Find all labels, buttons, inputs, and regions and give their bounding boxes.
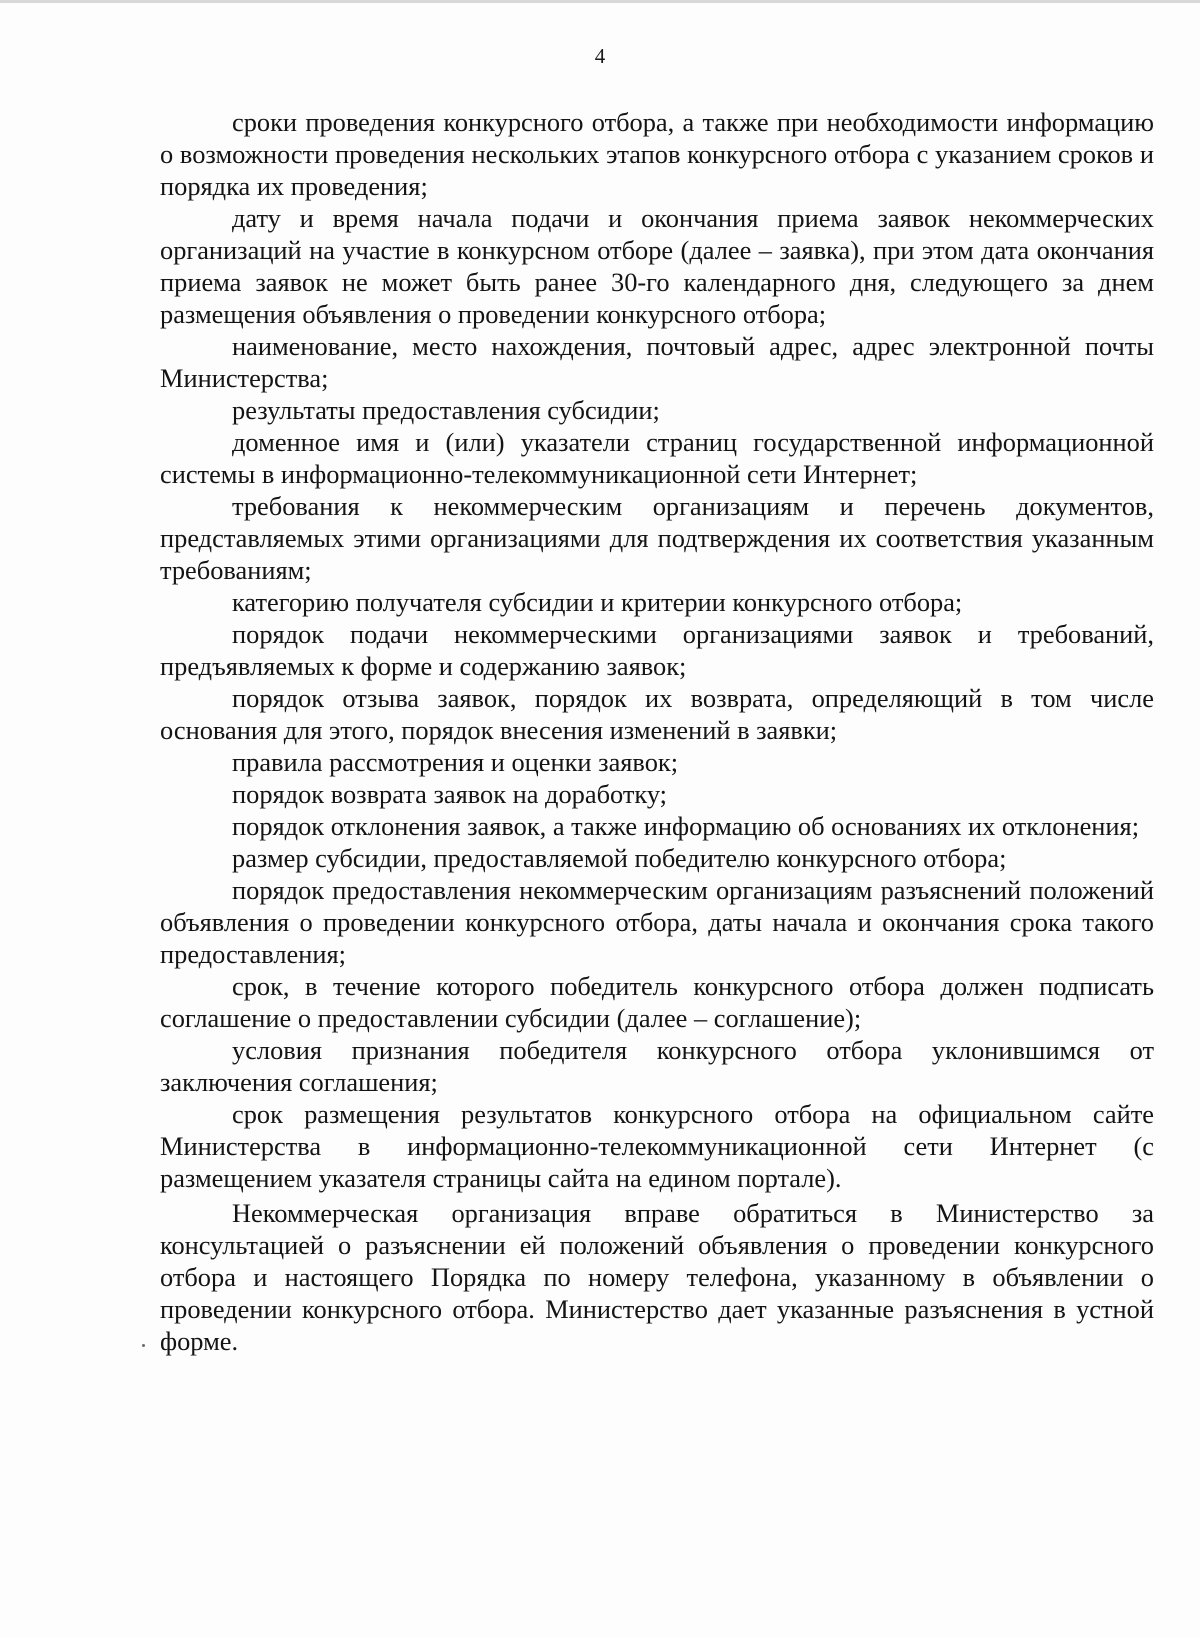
paragraph-results-publication: срок размещения результатов конкурсного отбора на официальном сайте Министерства в информационно-телекоммуникационной сети Интернет (с размещением указателя страницы сайта на едином портале).	[160, 1099, 1154, 1193]
paragraph-subsidy-results: результаты предоставления субсидии;	[232, 395, 660, 425]
paragraph-evasion-conditions: условия признания победителя конкурсного отбора уклонившимся от заключения соглашения;	[160, 1035, 1154, 1097]
paragraph-clarification-procedure: порядок предоставления некоммерческим организациям разъяснений положений объявления о проведении конкурсного отбора, даты начала и окончания срока такого предоставления;	[160, 875, 1154, 969]
paragraph-application-dates: дату и время начала подачи и окончания приема заявок некоммерческих организаций на участие в конкурсном отборе (далее – заявка), при этом дата окончания приема заявок не может быть ранее 30-го календарного дня, следующего за днем размещения объявления о проведении конкурсного отбора;	[160, 203, 1154, 329]
paragraph-domain-name: доменное имя и (или) указатели страниц государственной информационной системы в информационно-телекоммуникационной сети Интернет;	[160, 427, 1154, 489]
paragraph-agreement-deadline: срок, в течение которого победитель конкурсного отбора должен подписать соглашение о предоставлении субсидии (далее – соглашение);	[160, 971, 1154, 1033]
page-number: 4	[594, 44, 606, 68]
scan-speck	[142, 1344, 145, 1347]
document-body	[160, 106, 1154, 1357]
paragraph-submission-procedure: порядок подачи некоммерческими организациями заявок и требований, предъявляемых к форме и содержанию заявок;	[160, 619, 1154, 681]
paragraph-rejection-procedure: порядок отклонения заявок, а также информацию об основаниях их отклонения;	[232, 811, 1140, 841]
paragraph-withdrawal-procedure: порядок отзыва заявок, порядок их возврата, определяющий в том числе основания для этого, порядок внесения изменений в заявки;	[160, 683, 1154, 745]
paragraph-organization-requirements: требования к некоммерческим организациям и перечень документов, представляемых этими организациями для подтверждения их соответствия указанным требованиям;	[160, 491, 1154, 585]
paragraph-contest-terms: сроки проведения конкурсного отбора, а также при необходимости информацию о возможности проведения нескольких этапов конкурсного отбора с указанием сроков и порядка их проведения;	[160, 107, 1154, 201]
paragraph-subsidy-amount: размер субсидии, предоставляемой победителю конкурсного отбора;	[232, 843, 1007, 873]
paragraph-consultation: Некоммерческая организация вправе обратиться в Министерство за консультацией о разъяснении ей положений объявления о проведении конкурсного отбора и настоящего Порядка по номеру телефона, указанному в объявлении о проведении конкурсного отбора. Министерство дает указанные разъяснения в устной форме.	[160, 1198, 1154, 1356]
paragraph-return-for-revision: порядок возврата заявок на доработку;	[232, 779, 668, 809]
paragraph-ministry-contacts: наименование, место нахождения, почтовый адрес, адрес электронной почты Министерства;	[160, 331, 1154, 393]
paragraph-evaluation-rules: правила рассмотрения и оценки заявок;	[232, 747, 679, 777]
scan-top-edge	[0, 0, 1200, 3]
paragraph-recipient-category: категорию получателя субсидии и критерии конкурсного отбора;	[232, 587, 963, 617]
